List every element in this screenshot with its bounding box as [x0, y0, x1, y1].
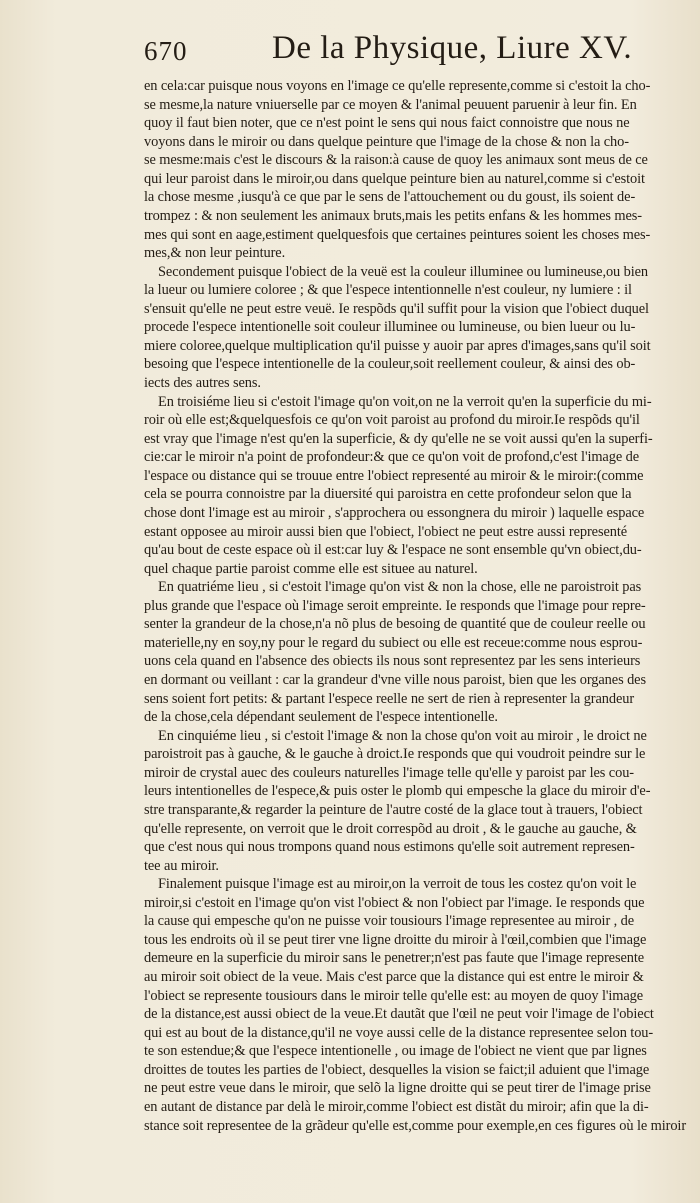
text-line: besoing que l'espece intentionelle de la couleur,soit reellement couleur, & ainsi des ob- [144, 356, 636, 373]
text-line: la cause qui empesche qu'on ne puisse voir tousiours l'image representee au miroir , de [144, 913, 635, 930]
text-line: droittes de toutes les parties de l'obiect, desquelles la vision se faict;il aduient que l'image [144, 1061, 650, 1078]
text-line: uons cela quand en l'absence des obiects ils nous sont representez par les sens interieurs [144, 653, 641, 670]
text-line: cela se pourra connoistre par la diuersité qui paroistra en cette profondeur selon que la [144, 486, 632, 503]
page-number: 670 [144, 36, 188, 66]
running-title: De la Physique, Liure XV. [272, 30, 633, 66]
text-line: procede l'espece intentionelle soit couleur illuminee ou lumineuse, ou bien lueur ou lu- [144, 319, 636, 336]
text-line: est vray que l'image n'est qu'en la superficie, & dy qu'elle ne se voit aussi qu'en la superfi- [144, 430, 653, 447]
text-line: la chose mesme ,iusqu'à ce que par le sens de l'attouchement ou du goust, ils soient de- [144, 189, 636, 206]
text-line: mes qui sont en aage,estiment quelquesfois que certaines peintures soient les choses mes- [144, 226, 651, 243]
text-line: l'obiect se represente tousiours dans le miroir telle qu'elle est: au moyen de quoy l'image [144, 987, 644, 1004]
text-line: plus grande que l'espace où l'image seroit empreinte. Ie responds que l'image pour repre- [144, 597, 646, 614]
text-line: En troisiéme lieu si c'estoit l'image qu'on voit,on ne la verroit qu'en la superficie du mi- [158, 393, 652, 410]
text-line: materielle,ny en soy,ny pour le regard du subiect ou elle est receue:comme nous esprou- [144, 634, 643, 651]
text-line: En quatriéme lieu , si c'estoit l'image qu'on vist & non la chose, elle ne paroistroit pas [158, 579, 642, 596]
text-line: qu'elle represente, on verroit que le droit correspõd au droit , & le gauche au gauche, & [144, 820, 637, 837]
text-line: paroistroit pas à gauche, & le gauche à droict.Ie responds que qui voudroit peindre sur le [144, 746, 646, 763]
text-line: leurs intentionelles de l'espece,& puis oster le plomb qui empesche la glace du miroir d'e- [144, 783, 651, 800]
text-line: quel chaque partie paroist comme elle est situee au naturel. [144, 560, 478, 577]
text-line: miere coloree,quelque multiplication qu'il puisse y auoir par apres d'images,sans qu'il soit [144, 337, 651, 354]
text-line: tous les endroits où il se peut tirer vne ligne droitte du miroir à l'œil,combien que l'image [144, 931, 647, 948]
text-line: en dormant ou veillant : car la grandeur d'vne ville nous paroist, bien que les organes des [144, 672, 646, 688]
text-line: quoy il faut bien noter, que ce n'est point le sens qui nous faict connoistre que nous ne [144, 115, 630, 132]
text-line: cie:car le miroir n'a point de profondeur:& que ce qu'on voit de profond,c'est l'image de [144, 449, 639, 466]
text-line: au miroir soit obiect de la veue. Mais c'est parce que la distance qui est entre le miroir & [144, 969, 644, 985]
text-line: demeure en la superficie du miroir sans le penetrer;n'est pas faute que l'image represente [144, 950, 645, 967]
text-line: qui est au bout de la distance,qu'il ne voye aussi celle de la distance representee selon tou- [144, 1024, 654, 1041]
text-line: la lueur ou lumiere coloree ; & que l'espece intentionnelle n'est couleur, ny lumiere : il [144, 282, 632, 299]
text-line: se mesme:mais c'est le discours & la raison:à cause de quoy les animaux sont meus de ce [144, 152, 648, 169]
text-line: senter la grandeur de la chose,n'a nõ plus de besoing de quantité que de couleur reelle ou [144, 616, 646, 633]
text-line: En cinquiéme lieu , si c'estoit l'image & non la chose qu'on voit au miroir , le droict ne [158, 727, 647, 744]
text-line: roir où elle est;&quelquesfois ce qu'on voit paroist au profond du miroir.Ie respõds qu'il [144, 412, 640, 429]
text-line: qui leur paroist dans le miroir,ou dans quelque peinture bien au naturel,comme si c'estoit [144, 170, 645, 187]
text-line: en autant de distance par delà le miroir,comme l'obiect est distãt du miroir; afin que la di- [144, 1098, 649, 1115]
text-line: iects des autres sens. [144, 375, 261, 391]
text-line: stre transparante,& regarder la peinture de l'autre costé de la glace tout à trauers, l'obiect [144, 801, 643, 818]
text-line: chose dont l'image est au miroir , s'approchera ou essongnera du miroir ) laquelle espace [144, 504, 645, 521]
text-line: de la distance,est aussi obiect de la veue.Et dautãt que l'œil ne peut voir l'image de l'obiect [144, 1006, 654, 1023]
text-line: se mesme,la nature vniuerselle par ce moyen & l'animal peuuent paruenir à leur fin. En [144, 96, 637, 113]
text-line: trompez : & non seulement les animaux bruts,mais les petits enfans & les hommes mes- [144, 207, 642, 224]
text-line: miroir de crystal auec des couleurs naturelles l'image telle qu'elle y paroist par les cou- [144, 764, 634, 781]
text-line: s'ensuit qu'elle ne peut estre veuë. Ie respõds qu'il suffit pour la vision que l'obiect duquel [144, 300, 649, 317]
text-line: estant opposee au miroir aussi bien que l'obiect, l'obiect ne peut estre aussi representé [144, 523, 628, 540]
text-line: Finalement puisque l'image est au miroir,on la verroit de tous les costez qu'on voit le [158, 876, 637, 893]
text-line: Secondement puisque l'obiect de la veuë est la couleur illuminee ou lumineuse,ou bien [158, 263, 649, 280]
text-line: te son estendue;& que l'espece intentionelle , ou image de l'obiect ne vient que par lignes [144, 1043, 647, 1060]
text-line: qu'au bout de ceste espace où il est:car luy & l'espace ne sont ensemble qu'vn obiect,du- [144, 542, 642, 559]
text-line: miroir,si c'estoit en l'image qu'on vist l'obiect & non l'obiect par l'image. Ie responds que [144, 894, 645, 911]
text-line: que c'est nous qui nous trompons quand nous estimons qu'elle soit autrement represen- [144, 839, 635, 856]
text-line: stance soit representee de la grãdeur qu'elle est,comme pour exemple,en ces figures où le miroir [144, 1117, 687, 1134]
text-line: l'espace ou distance qui se trouue entre l'obiect representé au miroir & le miroir:(comme [144, 467, 644, 484]
text-line: de la chose,cela dépendant seulement de l'espece intentionelle. [144, 709, 498, 726]
text-line: ne peut estre veue dans le miroir, que selõ la ligne droitte qui se peut tirer de l'image prise [144, 1080, 651, 1097]
text-line: en cela:car puisque nous voyons en l'image ce qu'elle represente,comme si c'estoit la cho- [144, 78, 651, 94]
text-line: tee au miroir. [144, 857, 219, 874]
text-body [144, 77, 692, 1135]
page-header [142, 30, 680, 74]
text-line: voyons dans le miroir ou dans quelque peinture que l'image de la chose & non la cho- [144, 133, 629, 150]
text-line: mes,& non leur peinture. [144, 245, 286, 262]
text-line: sens soient fort petits: & partant l'espece reelle ne sert de rien à representer la grandeur [144, 690, 635, 707]
